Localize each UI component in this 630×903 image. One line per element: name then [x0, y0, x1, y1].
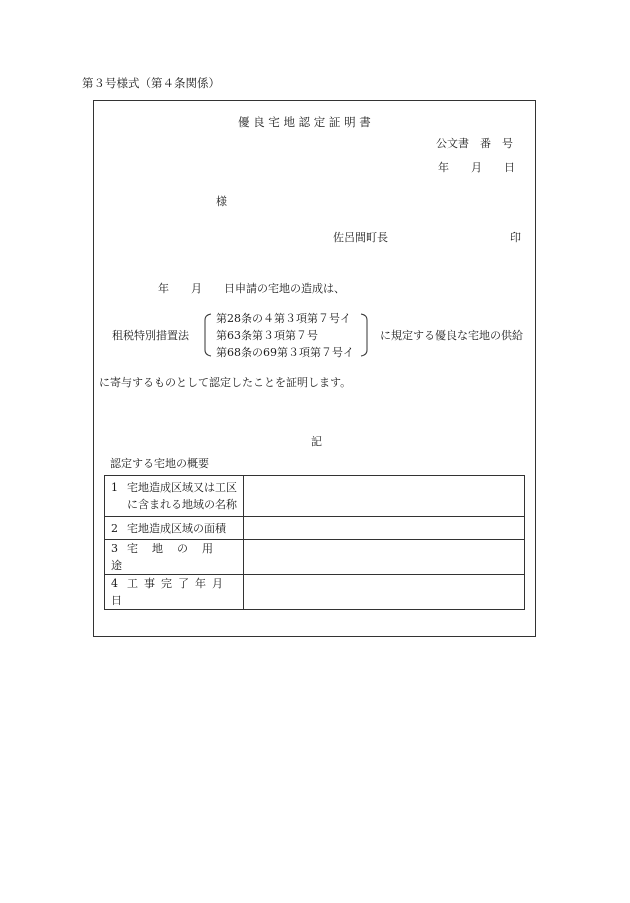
- row-label-text: 宅地造成区域又は工区: [127, 481, 237, 494]
- row-label: [105, 476, 244, 517]
- row-number: 2: [111, 521, 118, 535]
- law-name: 租税特別措置法: [112, 329, 189, 342]
- law-item: 第28条の４第３項第７号イ: [216, 312, 351, 325]
- left-brace: [202, 313, 212, 357]
- row-number: 1: [111, 481, 118, 494]
- issuer-name: 佐呂間町長: [333, 231, 388, 244]
- row-label-text: 工事完了年月日: [111, 577, 229, 607]
- section-heading: 認定する宅地の概要: [110, 457, 209, 470]
- application-line: 年 月 日申請の宅地の造成は、: [158, 282, 345, 295]
- row-number: 3: [111, 542, 118, 555]
- row-label: [105, 540, 244, 575]
- table-row: [105, 517, 525, 540]
- table-row: [105, 575, 525, 610]
- right-brace: [360, 313, 370, 357]
- table-row: [105, 540, 525, 575]
- law-item: 第63条第３項第７号: [216, 329, 318, 342]
- row-value[interactable]: [244, 575, 525, 610]
- row-value[interactable]: [244, 540, 525, 575]
- issue-date: 年 月 日: [438, 161, 515, 174]
- summary-table: [104, 475, 525, 610]
- addressee-suffix: 様: [216, 195, 227, 208]
- row-label-text: に含まれる地域の名称: [127, 498, 237, 511]
- document-number: 公文書 番 号: [436, 137, 513, 150]
- row-value[interactable]: [244, 517, 525, 540]
- ki-heading: 記: [311, 435, 322, 448]
- row-label-text: 宅地の用途: [111, 542, 227, 572]
- row-value[interactable]: [244, 476, 525, 517]
- law-item: 第68条の69第３項第７号イ: [216, 346, 354, 359]
- row-number: 4: [111, 577, 118, 590]
- regulation-tail: に規定する優良な宅地の供給: [380, 329, 523, 342]
- seal-mark: 印: [510, 231, 521, 244]
- row-label: [105, 517, 244, 540]
- document-title: 優 良 宅 地 認 定 証 明 書: [238, 115, 371, 129]
- form-label: 第３号様式（第４条関係）: [82, 76, 220, 90]
- row-label-text: 宅地造成区域の面積: [127, 521, 226, 535]
- certification-line: に寄与するものとして認定したことを証明します。: [99, 376, 352, 389]
- table-row: [105, 476, 525, 517]
- row-label: [105, 575, 244, 610]
